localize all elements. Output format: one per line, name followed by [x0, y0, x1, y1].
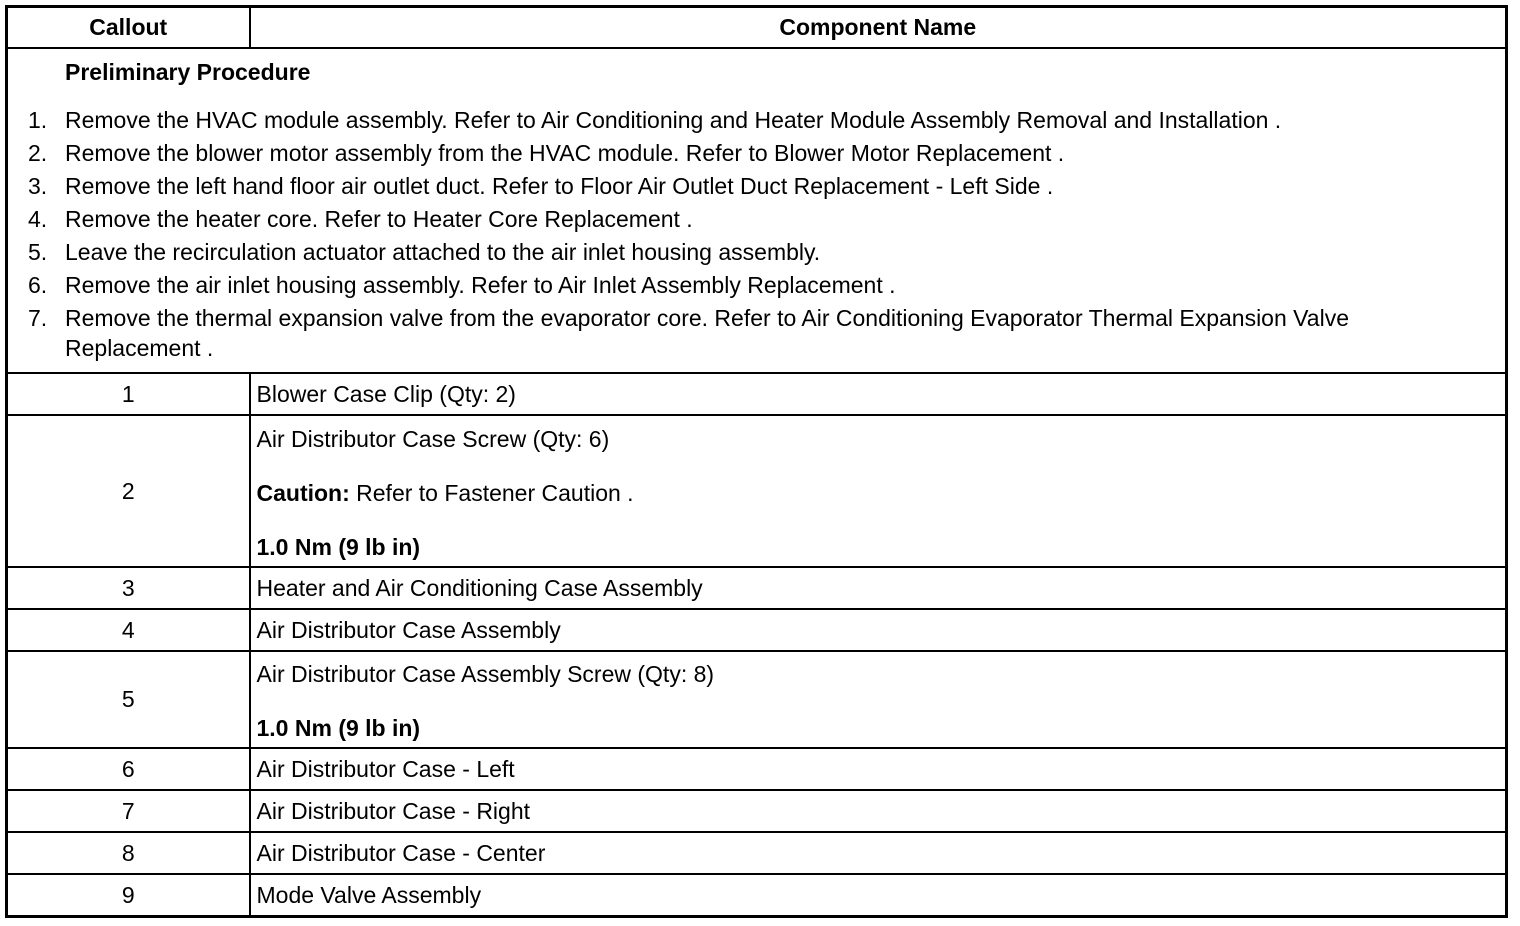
- step-text: Remove the heater core. Refer to Heater Core Replacement .: [65, 206, 693, 232]
- step-item: [28, 270, 1489, 300]
- table-row: [7, 651, 1507, 748]
- component-name-cell: Mode Valve Assembly: [250, 874, 1507, 917]
- step-number: 7.: [28, 305, 48, 331]
- table-row: [7, 874, 1507, 917]
- step-item: [28, 105, 1489, 135]
- callout-cell: 8: [7, 832, 250, 874]
- preliminary-procedure: [7, 48, 1507, 373]
- step-item: [28, 138, 1489, 168]
- component-name-cell: [250, 415, 1507, 567]
- callout-cell: 6: [7, 748, 250, 790]
- component-table: [5, 5, 1508, 918]
- step-item: [28, 237, 1489, 267]
- step-number: 6.: [28, 272, 48, 298]
- component-name-header: Component Name: [250, 7, 1507, 49]
- torque-spec: 1.0 Nm (9 lb in): [256, 533, 421, 560]
- table-row: [7, 609, 1507, 651]
- callout-cell: 4: [7, 609, 250, 651]
- caution-text: Refer to Fastener Caution .: [349, 479, 634, 506]
- step-number: 2.: [28, 140, 48, 166]
- component-name-text: Air Distributor Case Screw (Qty: 6): [256, 425, 610, 452]
- component-name-cell: Blower Case Clip (Qty: 2): [250, 373, 1507, 415]
- step-number: 4.: [28, 206, 48, 232]
- step-number: 3.: [28, 173, 48, 199]
- table-row: [7, 567, 1507, 609]
- callout-cell: 9: [7, 874, 250, 917]
- component-name-cell: Air Distributor Case Assembly: [250, 609, 1507, 651]
- caution-note: [257, 478, 1506, 508]
- callout-cell: 7: [7, 790, 250, 832]
- callout-cell: 2: [7, 415, 250, 567]
- preliminary-title: Preliminary Procedure: [65, 59, 311, 85]
- callout-cell: 5: [7, 651, 250, 748]
- component-name-text: Air Distributor Case Assembly Screw (Qty: 8): [256, 661, 715, 687]
- step-number: 1.: [28, 107, 48, 133]
- table-row: [7, 373, 1507, 415]
- step-text: Remove the left hand floor air outlet duct. Refer to Floor Air Outlet Duct Replacement - Left Side .: [65, 173, 1054, 199]
- callout-cell: 1: [7, 373, 250, 415]
- table-row: [7, 832, 1507, 874]
- step-text: Remove the thermal expansion valve from the evaporator core. Refer to Air Conditioning Evaporator Thermal Expansion Valve Replacement .: [65, 305, 1349, 361]
- torque-spec: 1.0 Nm (9 lb in): [256, 715, 421, 741]
- table-row: [7, 415, 1507, 567]
- step-text: Leave the recirculation actuator attached to the air inlet housing assembly.: [65, 239, 821, 265]
- step-text: Remove the blower motor assembly from the HVAC module. Refer to Blower Motor Replacement .: [65, 140, 1065, 166]
- step-text: Remove the air inlet housing assembly. Refer to Air Inlet Assembly Replacement .: [65, 272, 896, 298]
- caution-label: Caution:: [256, 479, 350, 506]
- step-number: 5.: [28, 239, 48, 265]
- callout-header: Callout: [7, 7, 250, 49]
- table-row: [7, 748, 1507, 790]
- component-name-cell: Heater and Air Conditioning Case Assembly: [250, 567, 1507, 609]
- callout-cell: 3: [7, 567, 250, 609]
- step-text: Remove the HVAC module assembly. Refer to Air Conditioning and Heater Module Assembly Removal and Installation .: [65, 107, 1282, 133]
- header-row: [7, 7, 1507, 49]
- component-name-cell: Air Distributor Case - Center: [250, 832, 1507, 874]
- component-name-cell: Air Distributor Case - Right: [250, 790, 1507, 832]
- component-name-cell: [250, 651, 1507, 748]
- step-item: [28, 204, 1489, 234]
- preliminary-row: [7, 48, 1507, 373]
- component-name-cell: Air Distributor Case - Left: [250, 748, 1507, 790]
- table-row: [7, 790, 1507, 832]
- step-item: [28, 303, 1489, 363]
- step-item: [28, 171, 1489, 201]
- procedure-steps: [28, 105, 1489, 363]
